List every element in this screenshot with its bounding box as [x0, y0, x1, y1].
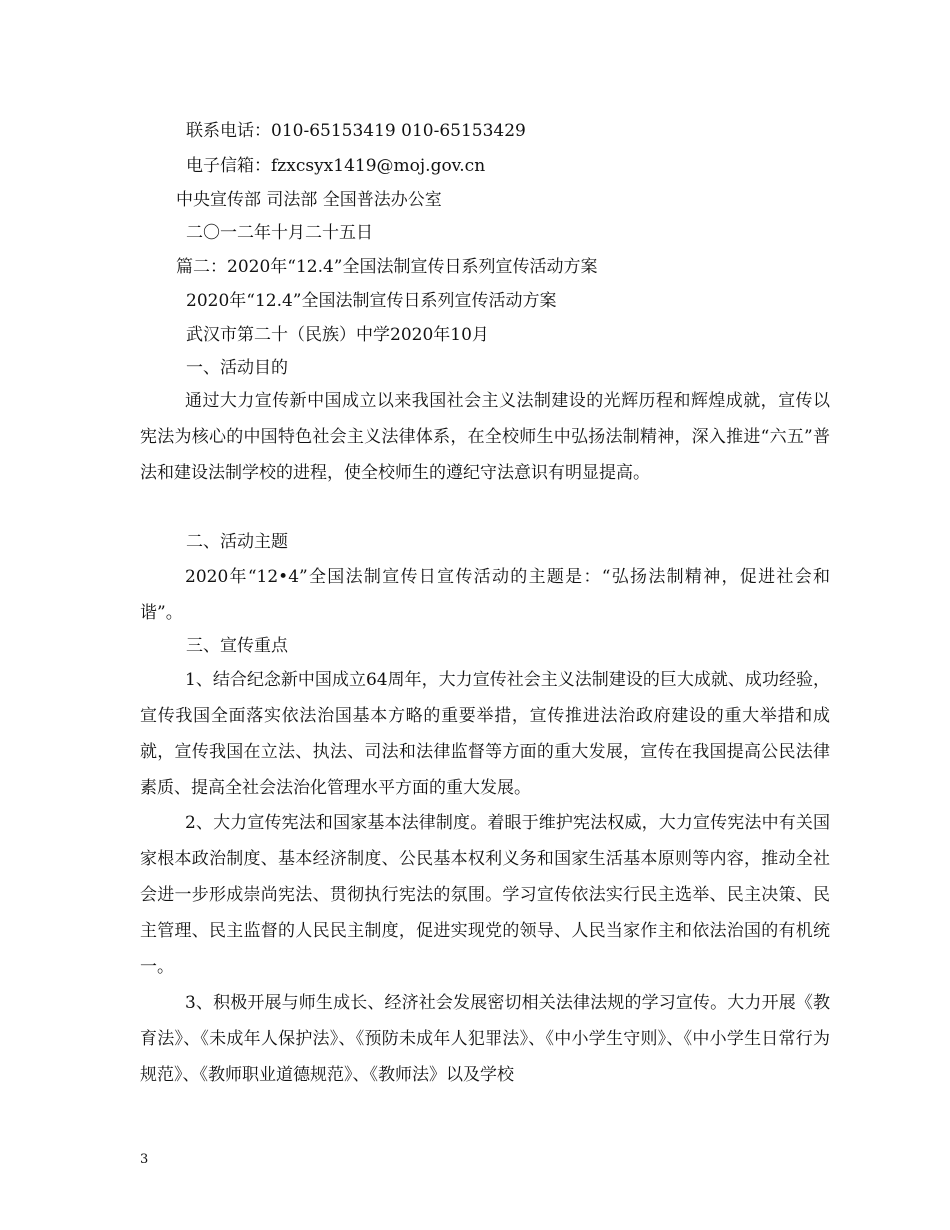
paragraph-focus-3: 3、积极开展与师生成长、经济社会发展密切相关法律法规的学习宣传。大力开展《教育法》、《未成年人保护法》、《预防未成年人犯罪法》、《中小学生守则》、《中小学生日常行为规范》、《教师职业道德规范》、《教师法》以及学校 — [140, 993, 830, 1085]
paragraph-focus-1: 1、结合纪念新中国成立64周年，大力宣传社会主义法制建设的巨大成就、成功经验，宣传我国全面落实依法治国基本方略的重要举措，宣传推进法治政府建设的重大举措和成就，宣传我国在立法、执法、司法和法律监督等方面的重大发展，宣传在我国提高公民法律素质、提高全社会法治化管理水平方面的重大发展。 — [140, 670, 830, 798]
paragraph-theme: 2020年“12•4”全国法制宣传日宣传活动的主题是：“弘扬法制精神，促进社会和谐”。 — [140, 567, 830, 623]
section-heading-theme: 二、活动主题 — [186, 532, 288, 552]
page-number: 3 — [140, 1152, 149, 1167]
plan-author: 武汉市第二十（民族）中学2020年10月 — [186, 325, 489, 345]
paragraph-purpose: 通过大力宣传新中国成立以来我国社会主义法制建设的光辉历程和辉煌成就，宣传以宪法为核心的中国特色社会主义法律体系，在全校师生中弘扬法制精神，深入推进“六五”普法和建设法制学校的进程，使全校师生的遵纪守法意识有明显提高。 — [140, 391, 830, 483]
issuers-line: 中央宣传部 司法部 全国普法办公室 — [176, 190, 442, 210]
contact-phone: 联系电话：010-65153419 010-65153429 — [186, 121, 526, 141]
paragraph-focus-2: 2、大力宣传宪法和国家基本法律制度。着眼于维护宪法权威，大力宣传宪法中有关国家根本政治制度、基本经济制度、公民基本权利义务和国家生活基本原则等内容，推动全社会进一步形成崇尚宪法、贯彻执行宪法的氛围。学习宣传依法实行民主选举、民主决策、民主管理、民主监督的人民民主制度，促进实现党的领导、人民当家作主和依法治国的有机统一。 — [140, 813, 830, 977]
section-heading-purpose: 一、活动目的 — [186, 358, 288, 378]
part-two-heading: 篇二：2020年“12.4”全国法制宣传日系列宣传活动方案 — [176, 257, 598, 277]
contact-email: 电子信箱：fzxcsyx1419@moj.gov.cn — [186, 156, 486, 176]
issue-date: 二〇一二年十月二十五日 — [186, 223, 373, 243]
section-heading-focus: 三、宣传重点 — [186, 636, 288, 656]
plan-title: 2020年“12.4”全国法制宣传日系列宣传活动方案 — [186, 291, 557, 311]
